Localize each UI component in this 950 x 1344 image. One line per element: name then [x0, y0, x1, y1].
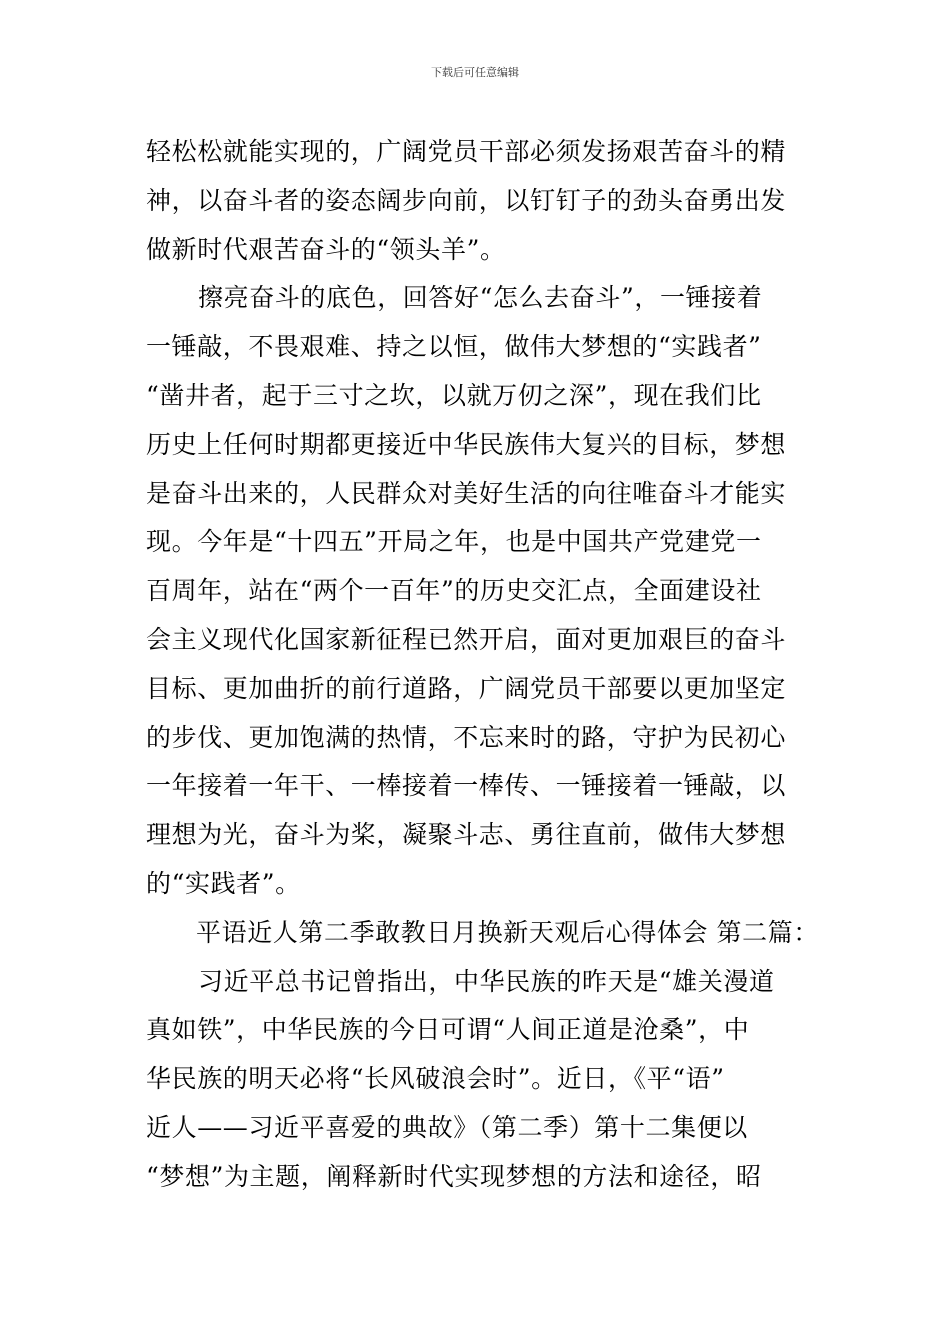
text-line: 百周年，站在“两个一百年”的历史交汇点，全面建设社 [146, 576, 762, 606]
text-line: 是奋斗出来的，人民群众对美好生活的向往唯奋斗才能实 [146, 478, 787, 508]
text-line: 真如铁”，中华民族的今日可谓“人间正道是沧桑”，中 [146, 1015, 750, 1045]
text-line: 一年接着一年干、一棒接着一棒传、一锤接着一锤敲，以 [146, 771, 787, 801]
text-line: 一锤敲，不畏艰难、持之以恒，做伟大梦想的“实践者” [146, 332, 762, 362]
text-line: 华民族的明天必将“长风破浪会时”。近日，《平“语” [146, 1064, 725, 1094]
text-line: 轻松松就能实现的，广阔党员干部必须发扬艰苦奋斗的精 [146, 137, 787, 166]
text-line: “凿井者，起于三寸之坎，以就万仞之深”，现在我们比 [146, 380, 762, 410]
text-line: 理想为光，奋斗为桨，凝聚斗志、勇往直前，做伟大梦想 [146, 820, 787, 850]
paragraph-start-line: 擦亮奋斗的底色，回答好“怎么去奋斗”，一锤接着 [198, 283, 763, 313]
text-line: 做新时代艰苦奋斗的“领头羊”。 [146, 234, 506, 264]
text-line: 历史上任何时期都更接近中华民族伟大复兴的目标，梦想 [146, 429, 787, 459]
section-title-line: 平语近人第二季敢教日月换新天观后心得体会 第二篇： [196, 917, 819, 947]
page-header-note: 下载后可任意编辑 [431, 66, 519, 79]
text-line: 会主义现代化国家新征程已然开启，面对更加艰巨的奋斗 [146, 624, 787, 654]
text-line: 神，以奋斗者的姿态阔步向前，以钉钉子的劲头奋勇出发 [146, 185, 787, 215]
text-line: 近人——习近平喜爱的典故》（第二季）第十二集便以 [146, 1112, 748, 1142]
text-line: “梦想”为主题，阐释新时代实现梦想的方法和途径，昭 [146, 1161, 762, 1191]
document-body [146, 128, 819, 1202]
text-line: 的“实践者”。 [146, 868, 301, 898]
text-line: 现。今年是“十四五”开局之年，也是中国共产党建党一 [146, 527, 762, 557]
text-line: 的步伐、更加饱满的热情，不忘来时的路，守护为民初心 [146, 722, 787, 752]
paragraph-start-line: 习近平总书记曾指出，中华民族的昨天是“雄关漫道 [198, 966, 775, 996]
text-line: 目标、更加曲折的前行道路，广阔党员干部要以更加坚定 [146, 673, 787, 703]
